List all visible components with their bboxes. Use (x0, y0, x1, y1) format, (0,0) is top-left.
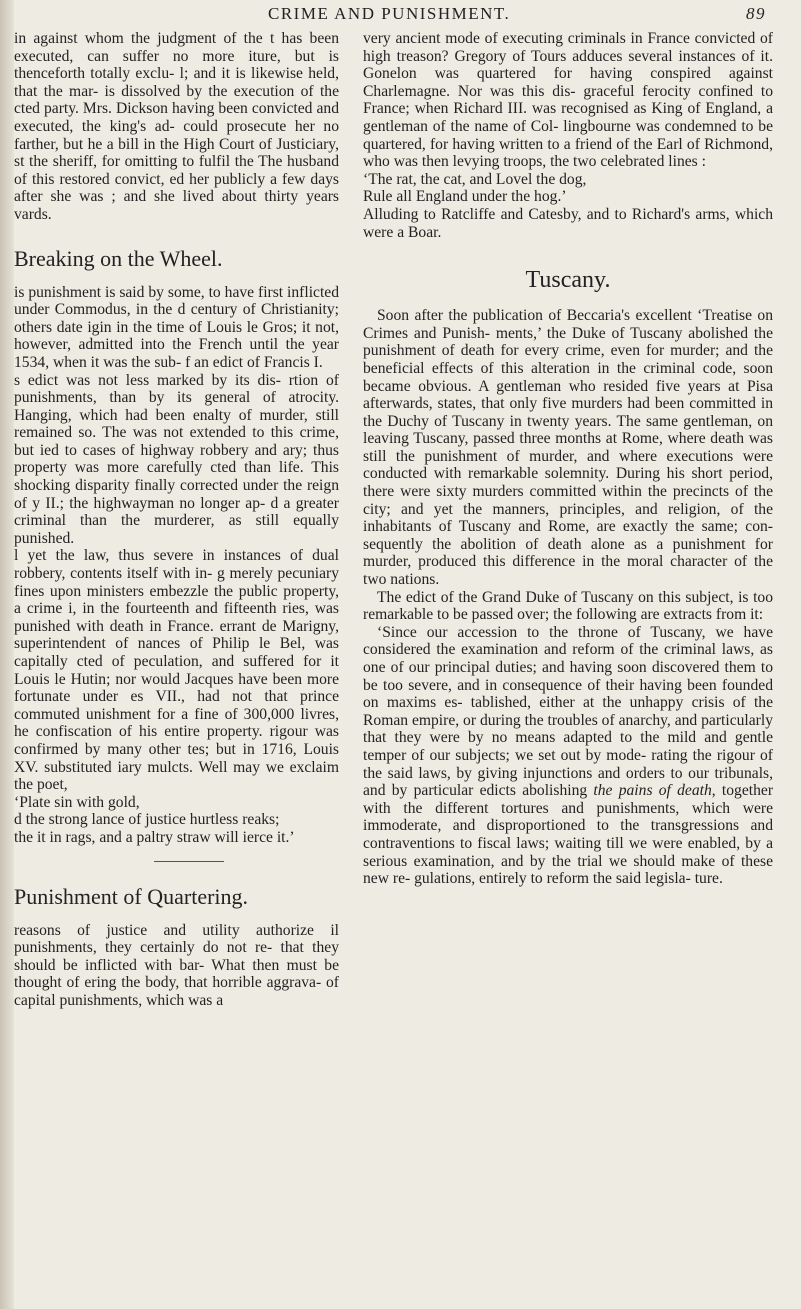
right-paragraph: very ancient mode of executing criminals in France convicted of high treason? Gregory of Tours adduces several instances of it. Gonelon was quartered for having conspired against Charlemagne. Nor was this dis- graceful ferocity confined to France; when Richard III. was recognised as King of England, a gentleman of the name of Col- lingbourne was condemned to be quartered, for having written to a friend of the Earl of Richmond, who was then levying troops, the two celebrated lines : (363, 30, 773, 171)
heading-punishment-of-quartering: Punishment of Quartering. (14, 883, 249, 909)
verse-line: Rule all England under the hog.’ (363, 188, 567, 206)
running-head (0, 4, 801, 32)
left-paragraph: reasons of justice and utility authorize il punishments, they certainly do not re- that they should be inflicted with bar- What then must be thought of ering the body, that horrible aggrava- of capital punishments, which was a (14, 921, 339, 1009)
right-column (363, 30, 773, 888)
edict-text: , together with the different tortures and punishments, which were immoderate, and disproportioned to the transgressions and contraventions to fiscal laws; waiting till we were enabled, by a serious examination, and by the trial we should make of these new re- gulations, entirely to reform the said legisla- ture. (363, 782, 774, 888)
left-paragraph: l yet the law, thus severe in instances of dual robbery, contents itself with in- g merely pecuniary fines upon ministers embezzle the public property, a crime i, in the fourteenth and fifteenth ries, was punished with death in France. errant de Marigny, superintendent of nances of Philip le Bel, was capitally cted of peculation, and suffered for it Louis le Hutin; nor would Jacques have been more fortunate under es VII., had not that prince commuted unishment for a fine of 300,000 livres, he confiscation of his entire property. rigour was confirmed by many other tes; but in 1716, Louis XV. substituted iary mulcts. Well may we exclaim the poet, (14, 547, 339, 794)
left-intro-paragraph: in against whom the judgment of the t has been executed, can suffer no more iture, but is thenceforth totally exclu- l; and it is likewise held, that the mar- is dissolved by the execution of the cted party. Mrs. Dickson having been convicted and executed, the king's ad- could prosecute her no farther, but he a bill in the High Court of Justiciary, st the sheriff, for omitting to fulfil the The husband of this restored convict, ed her publicly a few days after she was ; and she lived about thirty years vards. (14, 30, 339, 223)
right-paragraph: Soon after the publication of Beccaria's excellent ‘Treatise on Crimes and Punish- ments,’ the Duke of Tuscany abolished the punishment of death for every crime, even for murder; and the beneficial effects of this alteration in the criminal code, soon became obvious. A gentleman who resided five years at Pisa afterwards, states, that only five murders had been committed in the Duchy of Tuscany in twenty years. The same gentleman, on leaving Tuscany, passed three months at Rome, where death was still the punishment of murder, and where executions were conducted with remarkable solemnity. During his short period, there were sixty murders committed within the precincts of the city; and yet the manners, principles, and religion, of the inhabitants of Tuscany and Rome, are exactly the same; con- sequently the abolition of death alone as a punishment for murder, produced this difference in the moral character of the two nations. (363, 307, 773, 589)
left-paragraph: is punishment is said by some, to have first inflicted under Commodus, in the d century of Christianity; others date igin in the time of Louis le Gros; it not, however, admitted into the French until the year 1534, when it was the sub- f an edict of Francis I. (14, 283, 339, 371)
right-paragraph: Alluding to Ratcliffe and Catesby, and to Richard's arms, which were a Boar. (363, 205, 773, 241)
binding-edge (0, 0, 14, 1309)
section-divider (154, 861, 224, 862)
edict-quote-paragraph (363, 624, 773, 888)
verse-line: ‘Plate sin with gold, (14, 793, 140, 811)
edict-text: ‘Since our accession to the throne of Tuscany, we have considered the examination and reform of the criminal laws, as one of our principal duties; and having soon discovered them to be too severe, and in consequence of their having been founded on maxims es- tablished, either at the unhappy crisis of the Roman empire, or during the troubles of anarchy, and particularly that they were by no means adapted to the mild and gentle temper of our subjects; we set out by mode- rating the rigour of the said laws, by giving injunctions and orders to our tribunals, and by particular edicts abolishing (363, 623, 773, 800)
verse-line: ‘The rat, the cat, and Lovel the dog, (363, 170, 587, 188)
running-title: CRIME AND PUNISHMENT. (268, 4, 511, 23)
page-number: 89 (746, 4, 766, 23)
heading-tuscany: Tuscany. (525, 267, 611, 294)
left-paragraph: s edict was not less marked by its dis- rtion of punishments, than by its general of atrocity. Hanging, which had been enalty of murder, still remained so. The was not extended to this crime, but ied to cases of highway robbery and ary; thus property was more carefully cted than life. This shocking disparity finally corrected under the reign of y II.; the highwayman no longer ap- d a greater criminal than the murderer, as still equally punished. (14, 371, 339, 547)
verse-line: the it in rags, and a paltry straw will ierce it.’ (14, 828, 295, 846)
edict-emphasis: the pains of death (593, 782, 712, 800)
heading-breaking-on-the-wheel: Breaking on the Wheel. (14, 245, 223, 271)
right-paragraph: The edict of the Grand Duke of Tuscany on this subject, is too remarkable to be passed over; the following are extracts from it: (363, 588, 773, 624)
left-column (14, 30, 339, 1010)
verse-line: d the strong lance of justice hurtless reaks; (14, 811, 280, 829)
